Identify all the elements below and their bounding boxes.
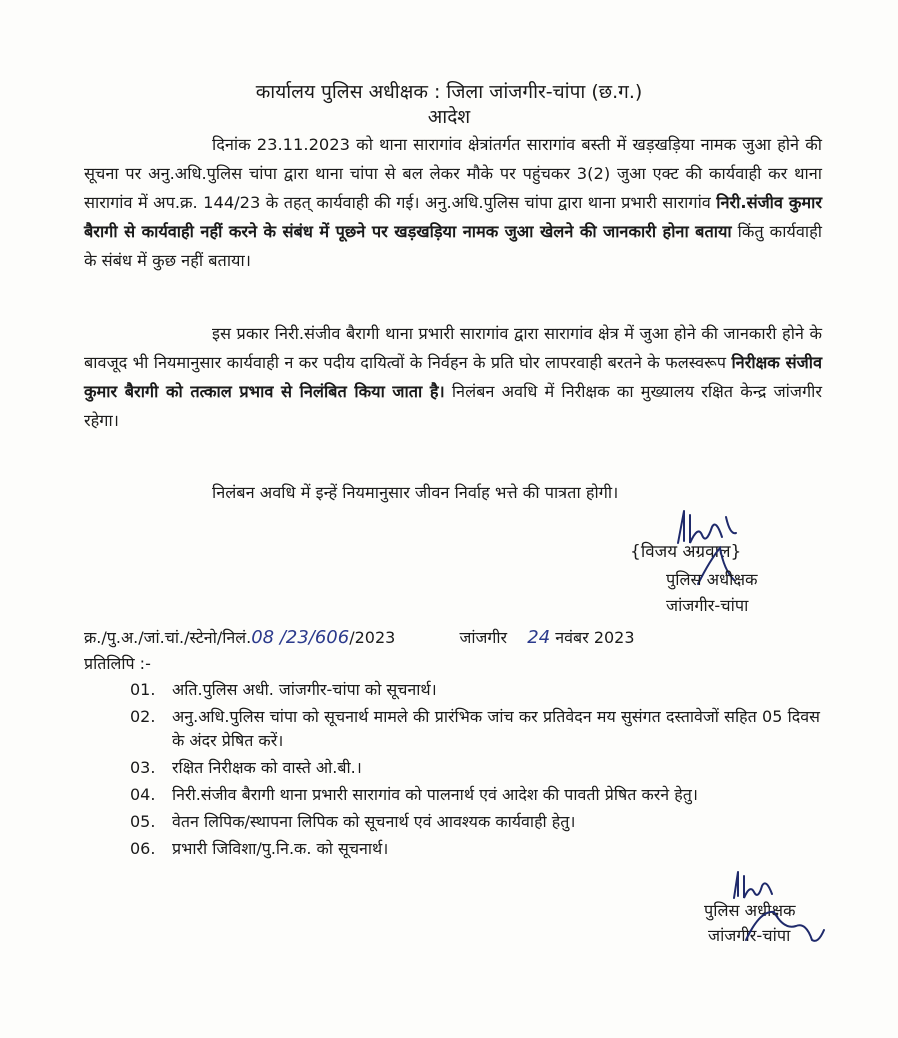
list-item-text: अति.पुलिस अधी. जांजगीर-चांपा को सूचनार्थ। — [172, 680, 437, 699]
list-item-number: 03. — [130, 758, 156, 777]
list-item — [130, 705, 820, 753]
list-item-text: रक्षित निरीक्षक को वास्ते ओ.बी.। — [172, 758, 362, 777]
para1-text-a: दिनांक 23.11.2023 को थाना सारागांव क्षेत्रांतर्गत सारागांव बस्ती में खड़खड़िया नामक जुआ होने की सूचना पर अनु.अधि.पुलिस चांपा द्वारा थाना चांपा से बल लेकर मौके पर पहुंचकर 3(2) जुआ एक्ट की कार्यवाही कर थाना सारागांव में अप.क्र. 144/23 के तहत् कार्यवाही की गई। अनु.अधि.पुलिस चांपा द्वारा थाना प्रभारी सारागांव — [84, 135, 822, 212]
copies-heading: प्रतिलिपि :- — [84, 654, 151, 673]
office-heading: कार्यालय पुलिस अधीक्षक : जिला जांजगीर-चांपा (छ.ग.) — [255, 81, 643, 103]
ref-prefix: क्र./पु.अ./जां.चां./स्टेनो/निलं. — [84, 628, 252, 647]
list-item — [130, 756, 820, 780]
list-item — [130, 837, 820, 861]
list-item — [130, 783, 820, 807]
paragraph-2 — [84, 319, 822, 435]
list-item — [130, 678, 820, 702]
ref-year: /2023 — [349, 628, 396, 647]
list-item-number: 05. — [130, 812, 156, 831]
signatory2-place: जांजगीर-चांपा — [708, 926, 791, 945]
list-item-text: अनु.अधि.पुलिस चांपा को सूचनार्थ मामले की प्रारंभिक जांच कर प्रतिवेदन मय सुसंगत दस्तावेजों सहित 05 दिवस के अंदर प्रेषित करें। — [172, 707, 820, 750]
list-item-text: वेतन लिपिक/स्थापना लिपिक को सूचनार्थ एवं आवश्यक कार्यवाही हेतु। — [172, 812, 576, 831]
ref-month-year: नवंबर 2023 — [555, 628, 635, 647]
paragraph-1 — [84, 130, 822, 275]
list-item-text: निरी.संजीव बैरागी थाना प्रभारी सारागांव को पालनार्थ एवं आदेश की पावती प्रेषित करने हेतु। — [172, 785, 698, 804]
signatory-designation: पुलिस अधीक्षक — [666, 570, 758, 589]
list-item-number: 06. — [130, 839, 156, 858]
list-item-number: 04. — [130, 785, 156, 804]
ref-place: जांजगीर — [459, 628, 508, 647]
reference-line — [84, 626, 804, 650]
copies-list — [130, 678, 820, 864]
order-title: आदेश — [427, 106, 471, 128]
paragraph-3: निलंबन अवधि में इन्हें नियमानुसार जीवन निर्वाह भत्ते की पात्रता होगी। — [212, 483, 619, 502]
ref-handwritten-number: 08 /23/606 — [251, 627, 350, 648]
list-item-number: 01. — [130, 680, 156, 699]
signatory2-designation: पुलिस अधीक्षक — [704, 901, 796, 920]
para1-bold-text: निरी.संजीव कुमार बैरागी से कार्यवाही नहीं करने के संबंध में पूछने पर खड़खड़िया नामक जुआ खेलने की जानकारी होना बताया — [84, 193, 822, 241]
signature-overstroke-2 — [740, 900, 830, 950]
signatory-name: {विजय अग्रवाल} — [630, 542, 742, 562]
para2-text-a: इस प्रकार निरी.संजीव बैरागी थाना प्रभारी सारागांव द्वारा सारागांव क्षेत्र में जुआ होने की जानकारी होने के बावजूद भी नियमानुसार कार्यवाही न कर पदीय दायित्वों के निर्वहन के प्रति घोर लापरवाही बरतने के फलस्वरूप — [84, 324, 822, 372]
para2-bold-text: निरीक्षक संजीव कुमार बैरागी को तत्काल प्रभाव से निलंबित किया जाता है। — [84, 353, 822, 401]
ref-handwritten-day: 24 — [527, 627, 551, 648]
list-item — [130, 810, 820, 834]
signatory-place: जांजगीर-चांपा — [666, 596, 749, 615]
para1-text-c: किंतु कार्यवाही के संबंध में कुछ नहीं बताया। — [84, 222, 822, 270]
para2-text-c: निलंबन अवधि में निरीक्षक का मुख्यालय रक्षित केन्द्र जांजगीर रहेगा। — [84, 382, 822, 430]
list-item-text: प्रभारी जिविशा/पु.नि.क. को सूचनार्थ। — [172, 839, 389, 858]
list-item-number: 02. — [130, 707, 156, 726]
